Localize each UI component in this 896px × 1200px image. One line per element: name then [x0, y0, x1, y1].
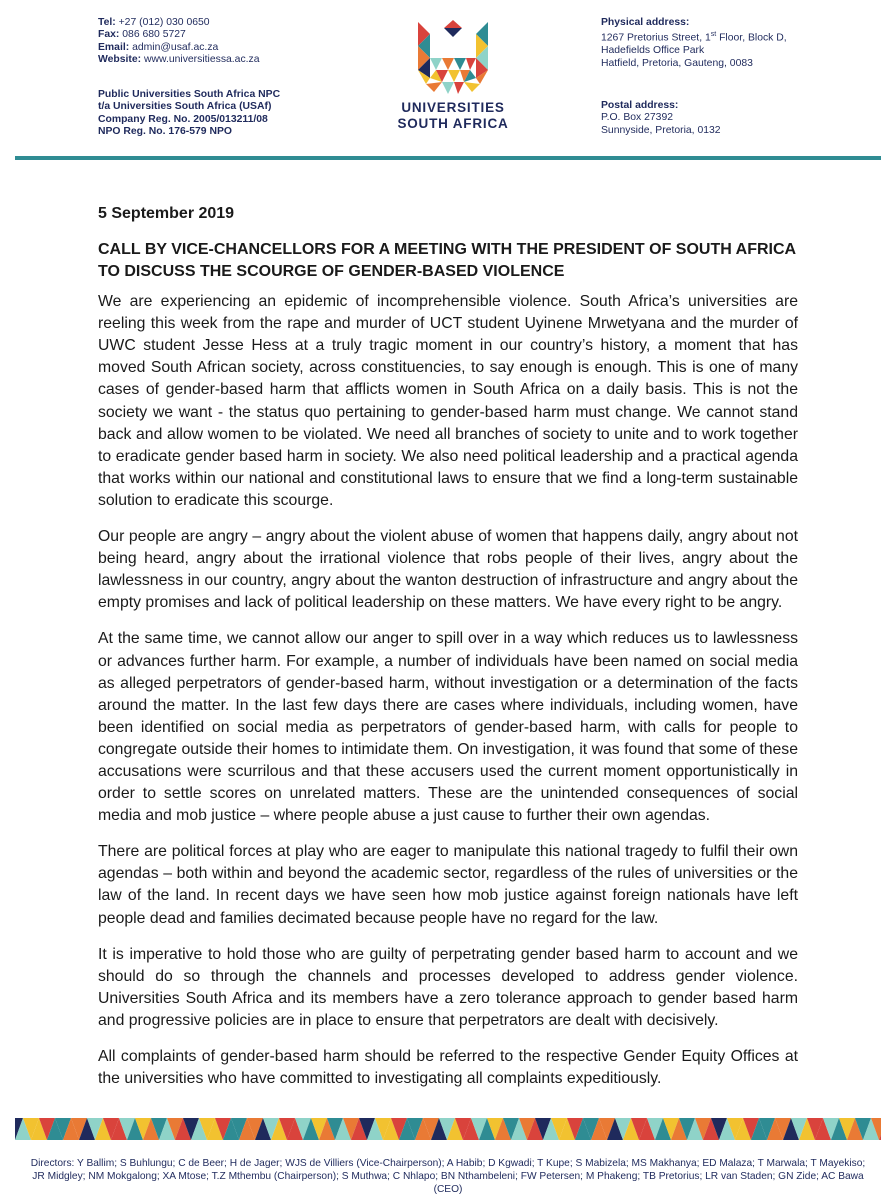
letter-date: 5 September 2019: [98, 205, 235, 222]
contact-block: [98, 17, 281, 138]
fax-value: 086 680 5727: [122, 29, 186, 41]
logo-mark-icon: [416, 20, 490, 96]
directors-list: [30, 1158, 866, 1196]
logo-text-line1: UNIVERSITIES: [401, 100, 505, 115]
registration-line: NPO Reg. No. 176-579 NPO: [98, 126, 232, 138]
directors-line: Directors: Y Ballim; S Buhlungu; C de Beer; H de Jager; WJS de Villiers (Vice-Chairperson); A Habib; D Kgwadi; T Kupe; S Mabizela; MS Makhanya; ED Malaza; T Marwala; T Mayekiso;: [30, 1158, 866, 1169]
triangle-pattern-icon: [15, 1118, 881, 1140]
tel-label: Tel:: [98, 17, 116, 28]
registration-line: Company Reg. No. 2005/013211/08: [98, 113, 268, 125]
fax-label: Fax:: [98, 29, 120, 41]
physical-address-line: 1267 Pretorius Street, 1st Floor, Block D,: [601, 31, 787, 44]
email-value[interactable]: admin@usaf.ac.za: [132, 41, 219, 53]
address-block: [601, 17, 861, 136]
physical-address-line: Hadefields Office Park: [601, 45, 705, 57]
paragraph: We are experiencing an epidemic of incomprehensible violence. South Africa’s universities are reeling this week from the rape and murder of UCT student Uyinene Mrwetyana and the murder of UWC student Jesse Hess at a truly tragic moment in our country’s history, a moment that has moved South African society, across constituencies, to say enough is enough. This is one of many cases of gender-based harm that afflicts women in South Africa on a daily basis. This is not the society we want - the status quo pertaining to gender-based harm must change. We cannot stand back and allow women to be violated. We need all branches of society to unite and to work together to eradicate gender based harm in society. We also need political leadership and a practical agenda that works within our national and constitutional laws to ensure that we find a long-term sustainable solution to eradicate this scourge.: [98, 293, 798, 509]
website-value[interactable]: www.universitiessa.ac.za: [144, 54, 260, 66]
decorative-triangle-band: [15, 1118, 881, 1140]
registration-block: [98, 89, 298, 139]
postal-address: [601, 100, 861, 137]
header-divider: [15, 156, 881, 160]
registration-line: Public Universities South Africa NPC: [98, 89, 281, 100]
logo-text-line2: SOUTH AFRICA: [397, 116, 509, 131]
paragraph: There are political forces at play who are eager to manipulate this national tragedy to fulfil their own agendas – both within and beyond the academic sector, regardless of the rules of universities or the law of the land. In recent days we have seen how mob justice against foreign nationals have left people dead and families decimated because people have no regard for the law.: [98, 843, 798, 927]
tel-value: +27 (012) 030 0650: [118, 17, 210, 28]
directors-line: JR Midgley; NM Mokgalong; XA Mtose; T.Z Mthembu (Chairperson); S Muthwa; C Nhlapo; BN Nthambeleni; FW Petersen; M Phakeng; TB Pretorius; LR van Staden; GN Zide; AC Bawa (CEO): [32, 1170, 864, 1195]
postal-address-line: Sunnyside, Pretoria, 0132: [601, 124, 721, 136]
letter-body: [98, 203, 798, 1104]
physical-address-line: Hatfield, Pretoria, Gauteng, 0083: [601, 57, 753, 69]
paragraph: All complaints of gender-based harm should be referred to the respective Gender Equity Offices at the universities who have committed to investigating all complaints expeditiously.: [98, 1048, 798, 1088]
postal-address-line: P.O. Box 27392: [601, 112, 674, 124]
email-label: Email:: [98, 41, 130, 53]
physical-address-label: Physical address:: [601, 17, 690, 28]
usaf-logo: [393, 20, 513, 132]
paragraph: Our people are angry – angry about the violent abuse of women that happens daily, angry about not being heard, angry about the irrational violence that robs people of their lives, angry about the lawlessness in our country, angry about the wanton destruction of infrastructure and angry about the empty promises and lack of political leadership on these matters. We have every right to be angry.: [98, 528, 798, 612]
website-label: Website:: [98, 54, 142, 66]
paragraph: It is imperative to hold those who are guilty of perpetrating gender based harm to account and we should do so through the channels and processes developed to address gender violence. Universities South Africa and its members have a zero tolerance approach to gender based harm and progressive policies are in place to ensure that perpetrators are dealt with decisively.: [98, 945, 798, 1029]
postal-address-label: Postal address:: [601, 100, 679, 111]
registration-line: t/a Universities South Africa (USAf): [98, 101, 272, 113]
letter-title: CALL BY VICE-CHANCELLORS FOR A MEETING WITH THE PRESIDENT OF SOUTH AFRICA TO DISCUSS THE SCOURGE OF GENDER-BASED VIOLENCE: [98, 241, 796, 281]
paragraph: At the same time, we cannot allow our anger to spill over in a way which reduces us to lawlessness or advances further harm. For example, a number of individuals have been named on social media as alleged perpetrators of gender-based harm, without investigation or a determination of the facts around the matter. In the last few days there are cases where individuals, including women, have been identified on social media as perpetrators of gender-based harm, with calls for people to congregate outside their homes to intimidate them. On investigation, it was found that some of these accusations were scurrilous and that these accusers used the current moment opportunistically in order to settle scores on unrelated matters. These are the unintended consequences of social media and mob justice – where people abuse a just cause to further their own agendas.: [98, 630, 798, 825]
